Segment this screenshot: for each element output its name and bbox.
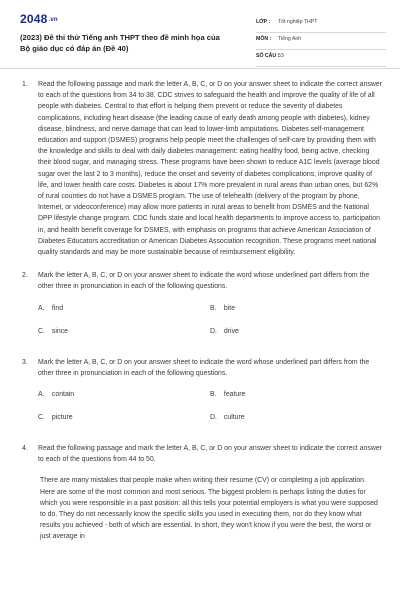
option-d[interactable] [210,412,245,423]
option-a[interactable] [38,389,74,400]
reading-passage: There are many mistakes that people make when writing their resume (CV) or completing a job application. Here are some of the most common and most serious. The biggest problem is perhaps listing the duties for which you were responsible in a past position: all this tells your potential employers is what you were supposed to do. They do not necessarily know the specific skills you used in executing them, nor do they know what results you achieved - both of which are essential. In short, they won't know if you were the best, the worst or just average in [40,477,378,541]
option-letter: C. [38,414,45,422]
question-number: 3. [22,358,28,366]
logo-suffix: .vn [48,17,58,23]
option-a[interactable] [38,303,63,314]
question-number: 2. [22,272,28,280]
question-number: 1. [22,81,28,88]
meta-row-subject [256,33,386,50]
logo-text: 2048 [20,12,48,26]
reading-passage: CDC strives to safeguard the health and improve the quality of life of all people with diabetes. Central to that effort is helping them prevent or reduce the severity of diabetes complications, including heart disease (the leading cause of early death among people with diabetes), kidney disease, blindness, and nerve damage that can lead to lower-limb amputations. Diabetes self-management education and support (DSMES) programs help people meet the challenges of self-care by providing them with the knowledge and skills to deal with daily diabetes management: eating healthy food, being active, checking their blood sugar, and managing stress. These programs have been shown to reduce A1C levels (average blood sugar over the last 2 to 3 months), reduce the onset and severity of diabetes complications, improve quality of life, and lower health care costs. Diabetes is about 17% more prevalent in rural areas than urban ones, but 62% of rural counties do not have a DSMES program. The use of telehealth (delivery of the program by phone, Internet, or videoconference) may allow more patients in rural areas to benefit from DSMES and the National DPP lifestyle change program. CDC funds state and local health departments to improve access to, participation in, and health benefit coverage for DSMES, with emphasis on programs that achieve American Association of Diabetes Educators accreditation or American Diabetes Association recognition. These programs meet national quality standards and may be more sustainable because of reimbursement eligibility. [38,92,380,257]
option-text: picture [51,414,73,422]
question-prompt: Read the following passage and mark the letter A, B, C, or D on your answer sheet to indicate the correct answer to each of the questions from 34 to 38. [38,81,382,100]
option-b[interactable] [210,389,245,400]
question-item [18,270,382,348]
option-d[interactable] [210,326,239,337]
question-prompt: Mark the letter A, B, C, or D on your answer sheet to indicate the word whose underlined part differs from the other three in pronunciation in each of the following questions. [38,272,370,291]
question-prompt: Read the following passage and mark the letter A, B, C, or D on your answer sheet to indicate the correct answer to each of the questions from 44 to 50. [38,445,382,464]
spacer [18,435,382,443]
option-letter: D. [210,414,217,422]
meta-value: Tiếng Anh [278,36,302,42]
question-prompt: Mark the letter A, B, C, or D on your answer sheet to indicate the word whose underlined part differs from the other three in pronunciation in each of the following questions. [38,358,370,377]
question-item [18,357,382,435]
question-list [18,79,382,543]
site-logo[interactable] [20,12,58,26]
option-c[interactable] [38,326,68,337]
option-text: feature [223,391,246,399]
question-number: 4. [22,445,28,453]
option-c[interactable] [38,412,73,423]
meta-value: Tốt nghiệp THPT [278,19,318,25]
page-title: (2023) Đề thi thử Tiếng anh THPT theo đề minh họa của Bộ giáo dục có đáp án (Đề 40) [20,33,220,53]
meta-label: LỚP : [256,19,271,25]
meta-info [256,16,386,67]
meta-label: SỐ CÂU : [256,53,280,59]
option-letter: B. [210,391,217,399]
option-letter: A. [38,391,45,399]
meta-row-class [256,16,386,33]
option-text: since [51,327,69,335]
option-text: find [51,304,64,312]
answer-options [38,297,382,349]
question-text [38,79,382,258]
option-text: culture [223,414,245,422]
meta-value: 53 [278,53,284,59]
option-letter: D. [210,327,217,335]
option-letter: A. [38,304,45,312]
meta-label: MÔN : [256,36,272,42]
spacer [18,258,382,270]
option-b[interactable] [210,303,235,314]
option-text: contain [51,391,75,399]
answer-options [38,383,382,435]
meta-row-count [256,50,386,67]
question-item [18,79,382,258]
option-text: bite [223,304,236,312]
question-item [18,443,382,543]
option-letter: B. [210,304,217,312]
option-letter: C. [38,327,45,335]
header-divider [0,68,400,69]
spacer [18,349,382,357]
header [20,12,385,62]
option-text: drive [223,327,239,335]
